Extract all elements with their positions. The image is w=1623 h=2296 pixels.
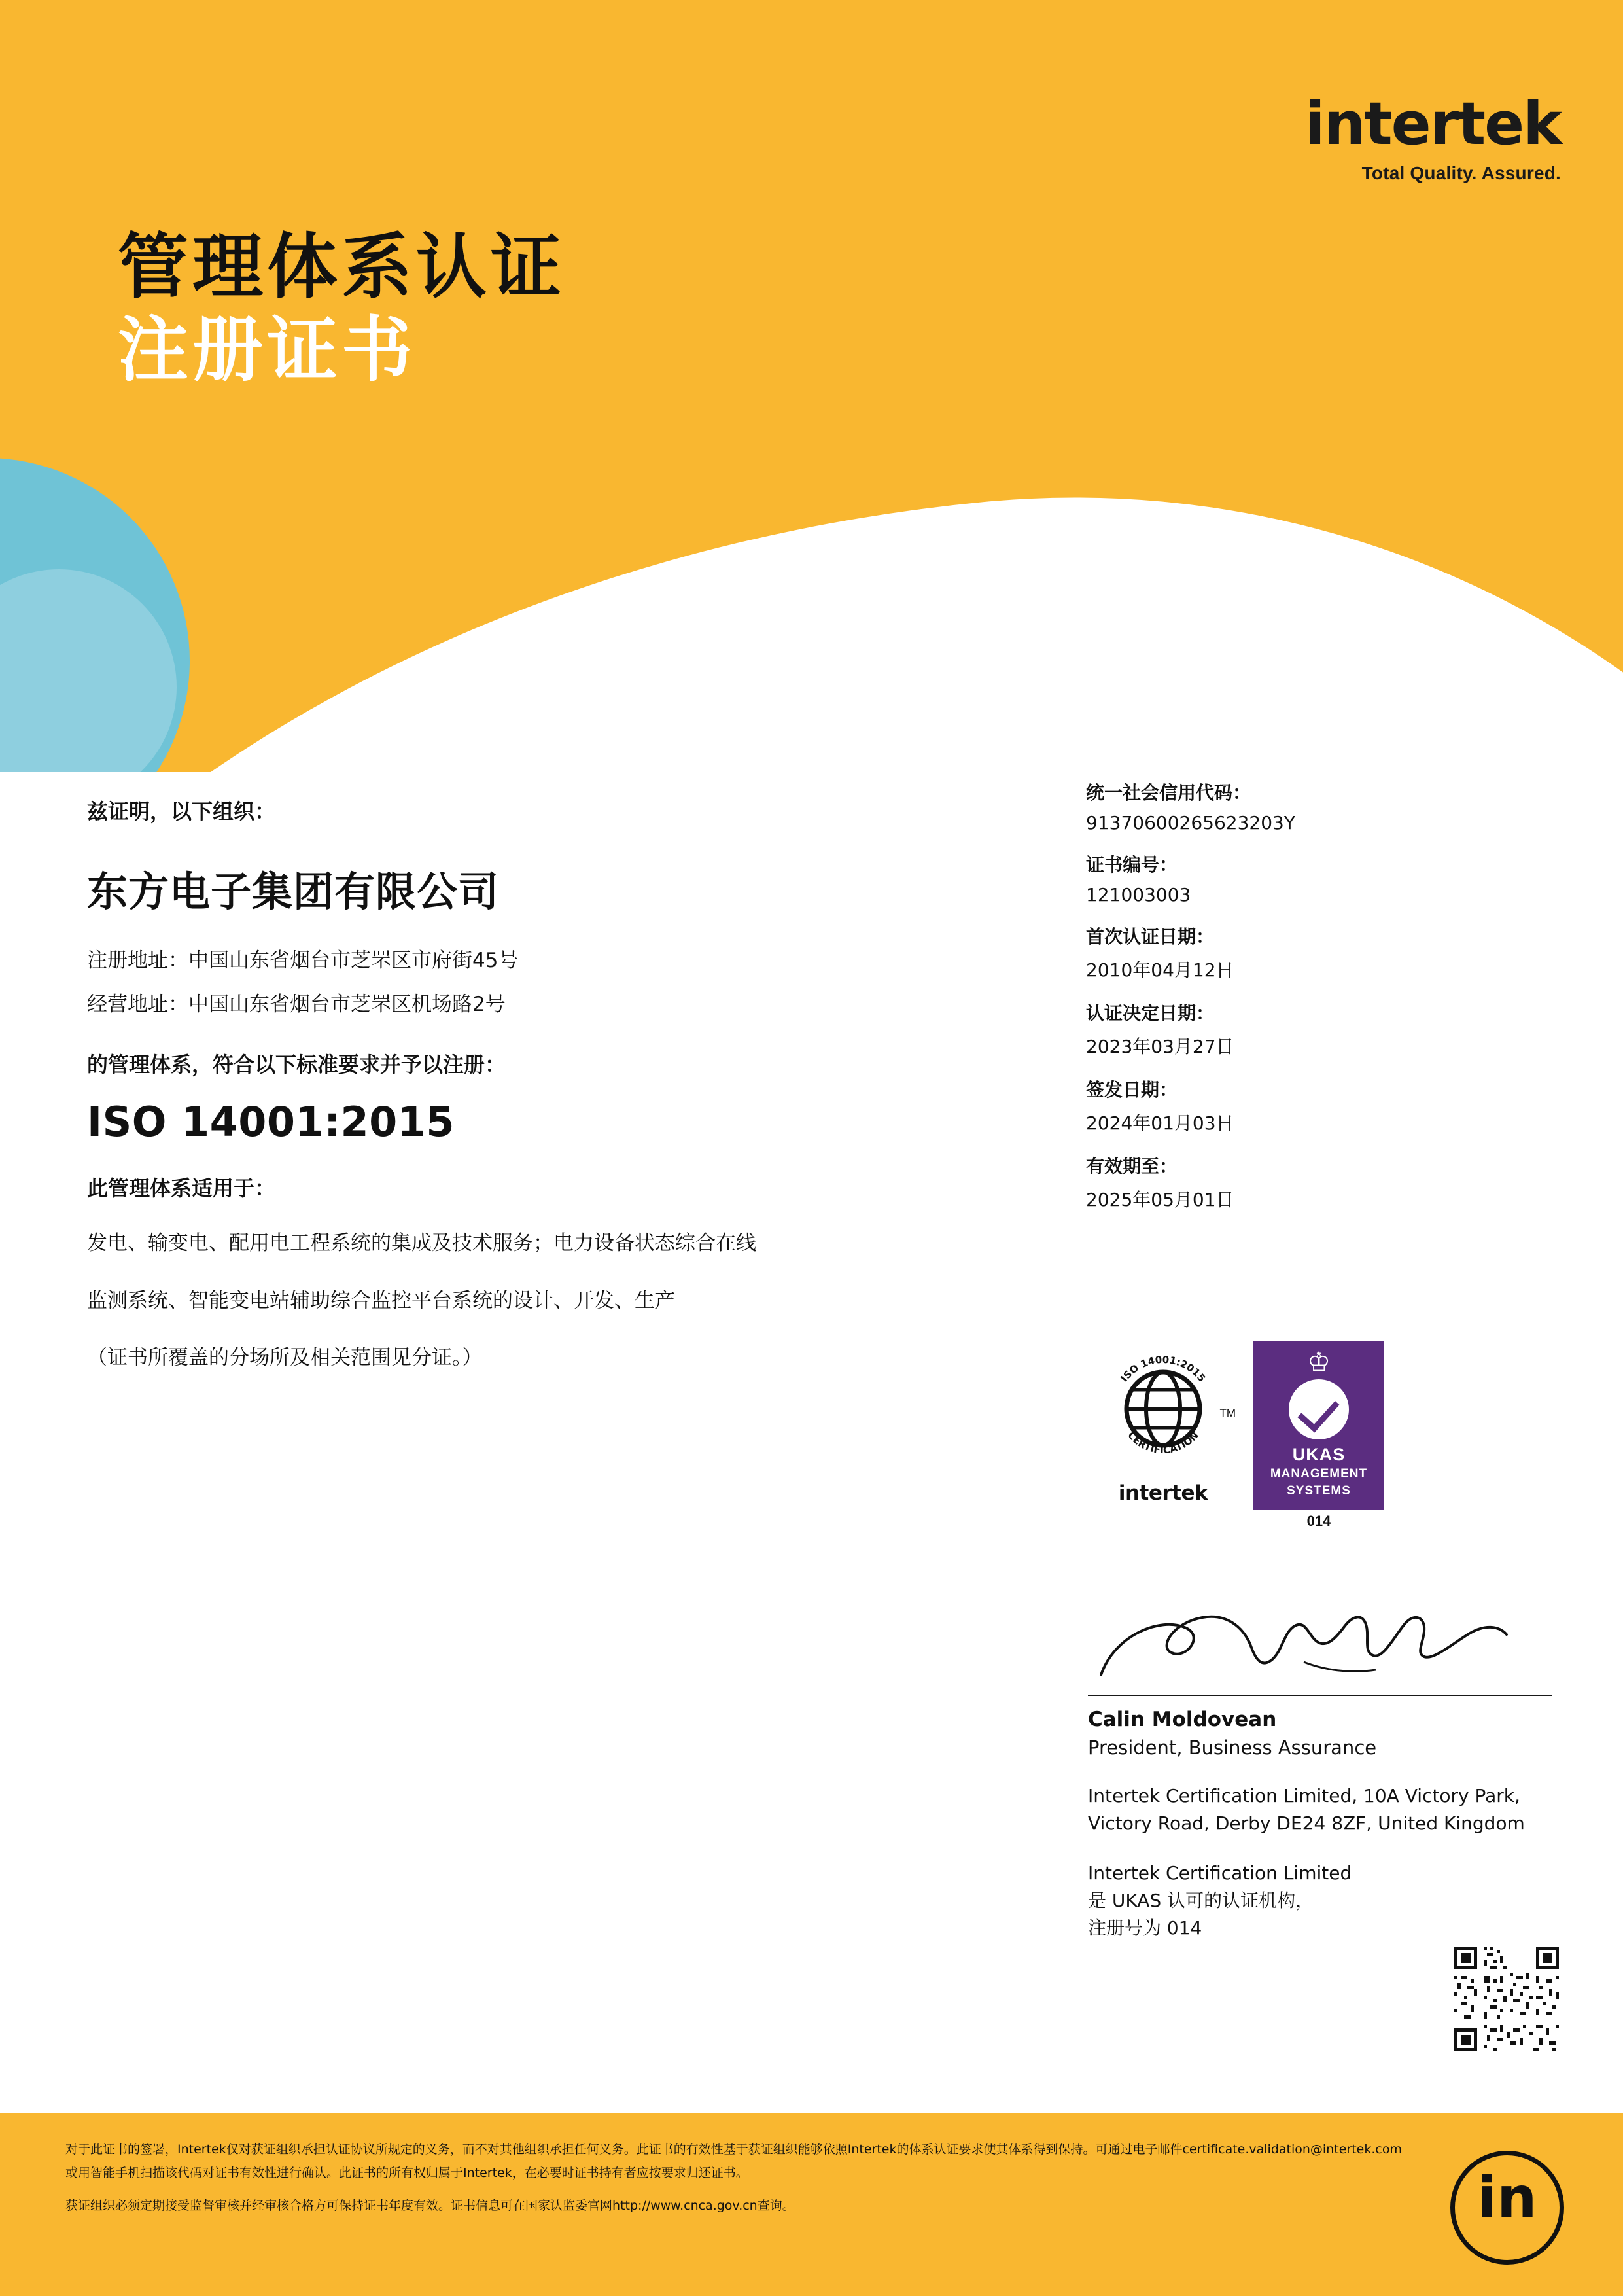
svg-text:ISO 14001:2015: ISO 14001:2015 xyxy=(1118,1353,1208,1385)
certification-marks xyxy=(1088,1341,1402,1544)
accreditation-line-3: 注册号为 014 xyxy=(1088,1917,1202,1939)
ukas-sub-line-2: SYSTEMS xyxy=(1287,1483,1351,1498)
trademark-icon: TM xyxy=(1219,1407,1236,1419)
meta-value: 2024年01月03日 xyxy=(1086,1112,1234,1134)
footer-paragraph-1: 对于此证书的签署，Intertek仅对获证组织承担认证协议所规定的义务，而不对其他组织承担任何义务。此证书的有效性基于获证组织能够依照Intertek的体系认证要求使其体系得到保持。可通过电子邮件certificate.validation@intertek.com或用智能手机扫描该代码对证书有效性进行确认。此证书的所有权归属于Intertek，在必要时证书持有者应按要求归还证书。 xyxy=(65,2142,1402,2181)
accreditation-line-1: Intertek Certification Limited xyxy=(1088,1862,1352,1884)
registered-address: 注册地址：中国山东省烟台市芝罘区市府街45号 xyxy=(87,949,519,972)
certificate-metadata xyxy=(1086,779,1557,1229)
meta-label: 有效期至： xyxy=(1086,1156,1178,1177)
svg-text:CERTIFICATION: CERTIFICATION xyxy=(1125,1429,1201,1457)
footer-disclaimer xyxy=(0,2113,1623,2296)
intertek-circle-logo-icon xyxy=(1450,2151,1564,2265)
meta-label: 证书编号： xyxy=(1086,854,1178,875)
meta-label: 首次认证日期： xyxy=(1086,926,1215,947)
signature-block xyxy=(1088,1597,1559,1942)
ukas-mark xyxy=(1253,1341,1384,1529)
meta-item xyxy=(1086,1152,1557,1212)
signatory-role: President, Business Assurance xyxy=(1088,1737,1377,1759)
signature-image xyxy=(1088,1597,1559,1695)
check-icon xyxy=(1289,1379,1349,1439)
iso-certification-mark xyxy=(1088,1341,1238,1538)
ukas-number: 014 xyxy=(1306,1513,1331,1529)
title-line-1: 管理体系认证 xyxy=(118,226,566,308)
intertek-logo xyxy=(1304,90,1561,184)
lead-text: 兹证明，以下组织： xyxy=(87,799,276,824)
certificate-body xyxy=(87,795,1062,1370)
title-line-2: 注册证书 xyxy=(118,309,417,392)
meta-item xyxy=(1086,851,1557,906)
footer-paragraph-2: 获证组织必须定期接受监督审核并经审核合格方可保持证书年度有效。证书信息可在国家认监委官网http://www.cnca.gov.cn查询。 xyxy=(65,2199,795,2214)
signatory-name: Calin Moldovean xyxy=(1088,1708,1277,1731)
meta-value: 2025年05月01日 xyxy=(1086,1189,1234,1210)
meta-item xyxy=(1086,923,1557,982)
meta-label: 签发日期： xyxy=(1086,1079,1178,1101)
meta-value: 2023年03月27日 xyxy=(1086,1036,1234,1057)
meta-label: 认证决定日期： xyxy=(1086,1002,1215,1024)
ukas-name: UKAS xyxy=(1292,1445,1346,1464)
meta-value: 2010年04月12日 xyxy=(1086,959,1234,981)
intertek-tagline: Total Quality. Assured. xyxy=(1361,163,1561,183)
iso-mark-brand: intertek xyxy=(1118,1481,1208,1505)
crown-icon: ♔ xyxy=(1307,1348,1331,1377)
operating-address: 经营地址：中国山东省烟台市芝罘区机场路2号 xyxy=(87,992,506,1016)
globe-icon xyxy=(1101,1347,1236,1471)
standard-name: ISO 14001:2015 xyxy=(87,1097,455,1146)
meta-label: 统一社会信用代码： xyxy=(1086,782,1251,804)
signature-rule xyxy=(1088,1695,1552,1696)
scope-note: （证书所覆盖的分场所及相关范围见分证。） xyxy=(87,1346,483,1370)
meta-value: 91370600265623203Y xyxy=(1086,812,1295,834)
meta-item xyxy=(1086,999,1557,1059)
issuer-address: Intertek Certification Limited, 10A Victory Park, Victory Road, Derby DE24 8ZF, United Kingdom xyxy=(1088,1785,1525,1834)
accreditation-line-2: 是 UKAS 认可的认证机构， xyxy=(1088,1890,1314,1911)
qr-code[interactable] xyxy=(1451,1943,1562,2055)
organization-name: 东方电子集团有限公司 xyxy=(87,868,500,915)
meta-item xyxy=(1086,779,1557,834)
scope-lead-text: 此管理体系适用于： xyxy=(87,1175,276,1201)
ukas-sub-line-1: MANAGEMENT xyxy=(1270,1467,1368,1481)
scope-line-1: 发电、输变电、配用电工程系统的集成及技术服务；电力设备状态综合在线 xyxy=(87,1231,756,1255)
header-banner xyxy=(0,0,1623,772)
footer-text xyxy=(65,2138,1413,2227)
intertek-wordmark: intertek xyxy=(1304,90,1561,158)
page-title xyxy=(118,226,565,393)
scope-line-2: 监测系统、智能变电站辅助综合监控平台系统的设计、开发、生产 xyxy=(87,1289,675,1313)
meta-value: 121003003 xyxy=(1086,884,1191,906)
meta-item xyxy=(1086,1076,1557,1135)
standard-lead-text: 的管理体系，符合以下标准要求并予以注册： xyxy=(87,1051,506,1077)
